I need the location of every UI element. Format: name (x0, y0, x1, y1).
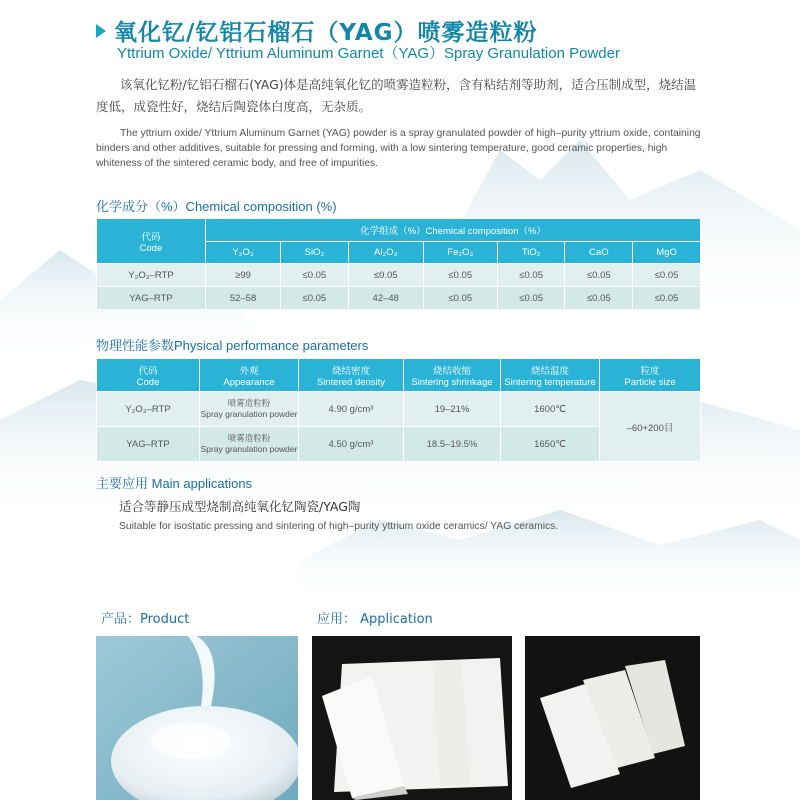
shrinkage-cell: 19–21% (404, 392, 501, 427)
code-header-cn: 代码 (141, 231, 161, 243)
shrinkage-cell: 18.5–19.5% (404, 427, 501, 462)
chemical-table (96, 218, 701, 310)
header-cn: 烧结温度 (530, 365, 569, 377)
product-label: 产品：Product (101, 612, 190, 627)
cell: ≤0.05 (423, 264, 497, 287)
density-cell: 4.90 g/cm³ (299, 392, 404, 427)
physical-header-density (299, 359, 404, 392)
row-code: YAG–RTP (97, 287, 206, 310)
cell: ≤0.05 (565, 264, 633, 287)
physical-heading: 物理性能参数Physical performance parameters (96, 338, 369, 353)
table-row (97, 392, 701, 427)
page-title-en: Yttrium Oxide/ Yttrium Aluminum Garnet（YAG）Spray Granulation Powder (117, 45, 620, 62)
header-cn: 外观 (239, 365, 259, 377)
chemical-heading: 化学成分（%）Chemical composition (%) (96, 199, 337, 214)
appearance-cell (200, 392, 299, 427)
physical-table (96, 358, 701, 462)
physical-header-shrinkage (404, 359, 501, 392)
cell: 42–48 (348, 287, 423, 310)
cell: 52–58 (206, 287, 281, 310)
header-cn: 粒度 (640, 365, 660, 377)
header-en: Sintering shrinkage (411, 376, 493, 388)
appearance-en: Spray granulation powder (200, 444, 298, 454)
cell: ≤0.05 (633, 264, 701, 287)
cell: ≤0.05 (423, 287, 497, 310)
row-code: Y₂O₃–RTP (97, 392, 200, 427)
physical-header-particle-size (600, 359, 701, 392)
application-ceramic-plates-image (525, 636, 700, 800)
application-ceramic-block-image (312, 636, 512, 800)
chemical-group-header: 化学组成（%）Chemical composition（%） (206, 219, 701, 242)
particle-size-cell: –60+200目 (600, 392, 701, 462)
row-code: Y₂O₃–RTP (97, 264, 206, 287)
column-header: CaO (565, 242, 633, 264)
column-header: SiO₂ (281, 242, 349, 264)
applications-cn: 适合等静压成型烧制高纯氧化钇陶瓷/YAG陶 (119, 499, 361, 514)
physical-header-code (97, 359, 200, 392)
applications-en: Suitable for isostatic pressing and sintering of high–purity yttrium oxide ceramics/ YAG ceramics. (119, 521, 559, 532)
triangle-bullet-icon (96, 24, 106, 38)
page-title-cn: 氧化钇/钇铝石榴石（YAG）喷雾造粒粉 (114, 20, 538, 46)
appearance-cn: 喷雾造粒粉 (227, 398, 271, 408)
header-cn: 烧结收缩 (432, 365, 471, 377)
header-en: Sintered density (316, 376, 386, 388)
column-header: Al₂O₃ (348, 242, 423, 264)
product-powder-image (96, 636, 298, 800)
column-header: Y₂O₃ (206, 242, 281, 264)
code-header-en: Code (139, 242, 163, 254)
cell: ≥99 (206, 264, 281, 287)
column-header: TiO₂ (497, 242, 565, 264)
cell: ≤0.05 (565, 287, 633, 310)
application-label: 应用： Application (317, 612, 433, 627)
appearance-cn: 喷雾造粒粉 (227, 433, 271, 443)
cell: ≤0.05 (497, 264, 565, 287)
header-cn: 代码 (138, 365, 158, 377)
header-en: Sintering temperature (504, 376, 596, 388)
column-header: MgO (633, 242, 701, 264)
cell: ≤0.05 (497, 287, 565, 310)
header-cn: 烧结密度 (331, 365, 370, 377)
physical-header-appearance (200, 359, 299, 392)
intro-cn: 该氧化钇粉/钇铝石榴石(YAG)体是高纯氧化钇的喷雾造粒粉，含有粘结剂等助剂，适合压制成型，烧结温度低，成瓷性好，烧结后陶瓷体白度高，无杂质。 (96, 77, 697, 114)
appearance-cell (200, 427, 299, 462)
temperature-cell: 1600℃ (501, 392, 600, 427)
table-row (97, 287, 701, 310)
temperature-cell: 1650℃ (501, 427, 600, 462)
header-en: Code (136, 376, 160, 388)
column-header: Fe₂O₃ (423, 242, 497, 264)
table-row (97, 264, 701, 287)
cell: ≤0.05 (633, 287, 701, 310)
header-en: Particle size (624, 376, 676, 388)
physical-header-temperature (501, 359, 600, 392)
cell: ≤0.05 (281, 264, 349, 287)
cell: ≤0.05 (281, 287, 349, 310)
row-code: YAG–RTP (97, 427, 200, 462)
appearance-en: Spray granulation powder (200, 409, 298, 419)
cell: ≤0.05 (348, 264, 423, 287)
applications-heading: 主要应用 Main applications (96, 476, 253, 491)
intro-en: The yttrium oxide/ Yttrium Aluminum Garnet (YAG) powder is a spray granulated powder of high–purity yttrium oxide, containing binders and other additives, suitable for pressing and forming, with a low sintering temperature, good ceramic properties, high whiteness of the sintered ceramic body, and free of impurities. (96, 128, 701, 169)
chemical-code-header (97, 219, 206, 264)
header-en: Appearance (223, 376, 275, 388)
density-cell: 4.50 g/cm³ (299, 427, 404, 462)
